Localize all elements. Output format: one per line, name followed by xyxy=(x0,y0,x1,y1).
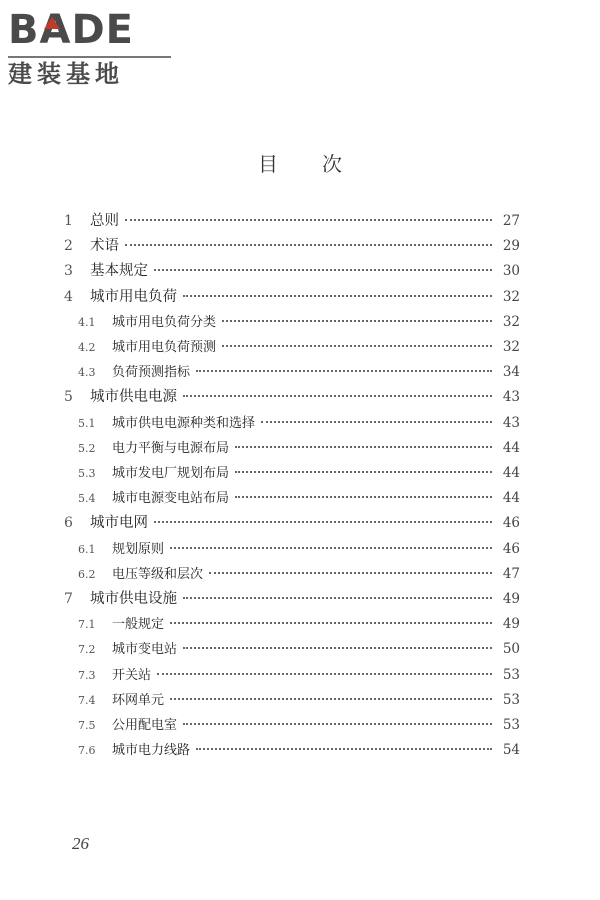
toc-entry-number: 7.2 xyxy=(78,643,96,657)
toc-entry-label: 城市用电负荷预测 xyxy=(112,340,217,355)
logo-chinese-text: 建装基地 xyxy=(8,60,124,88)
toc-entry-number: 4 xyxy=(64,288,73,305)
toc-entry[interactable] xyxy=(60,261,520,281)
toc-entry-number: 4.2 xyxy=(78,341,96,354)
toc-entry-label: 城市电力线路 xyxy=(112,743,191,759)
toc-entry-page: 44 xyxy=(502,439,520,456)
page-title: 目次 xyxy=(258,152,386,176)
toc-dot-leader xyxy=(222,345,492,347)
toc-entry-number: 4.3 xyxy=(78,366,96,380)
toc-entry-page: 54 xyxy=(502,742,520,759)
toc-entry-label: 城市供电电源种类和选择 xyxy=(112,415,256,431)
toc-entry-number: 7.5 xyxy=(78,719,96,732)
logo-divider xyxy=(8,56,171,58)
toc-entry-number: 5 xyxy=(64,389,73,406)
toc-dot-leader xyxy=(235,446,492,448)
toc-entry[interactable] xyxy=(60,362,520,382)
toc-dot-leader xyxy=(154,269,492,271)
logo-triangle-icon xyxy=(44,17,60,29)
toc-entry-label: 城市变电站 xyxy=(112,642,178,658)
toc-entry-number: 5.1 xyxy=(78,416,96,430)
toc-entry-number: 1 xyxy=(64,213,73,229)
toc-entry-number: 7.3 xyxy=(78,668,96,682)
toc-entry-page: 32 xyxy=(502,339,520,355)
toc-entry[interactable] xyxy=(60,589,520,609)
toc-entry-number: 3 xyxy=(64,263,73,280)
toc-entry[interactable] xyxy=(60,665,520,685)
toc-dot-leader xyxy=(235,471,492,473)
toc-entry-label: 开关站 xyxy=(112,667,152,683)
toc-entry-page: 32 xyxy=(502,288,520,305)
toc-dot-leader xyxy=(157,673,492,675)
toc-entry-label: 环网单元 xyxy=(112,692,165,708)
toc-entry-label: 城市用电负荷 xyxy=(90,288,177,305)
toc-entry[interactable] xyxy=(60,438,520,458)
toc-entry-page: 49 xyxy=(502,616,520,633)
toc-entry-page: 34 xyxy=(502,364,520,381)
toc-entry-number: 2 xyxy=(64,238,73,255)
toc-dot-leader xyxy=(183,597,492,599)
toc-entry-number: 6.2 xyxy=(78,567,96,581)
toc-entry-page: 47 xyxy=(502,565,520,582)
toc-entry[interactable] xyxy=(60,513,520,533)
toc-dot-leader xyxy=(235,496,492,498)
toc-entry-label: 规划原则 xyxy=(112,541,165,557)
toc-entry-number: 5.2 xyxy=(78,441,96,455)
toc-entry-label: 电压等级和层次 xyxy=(112,566,204,582)
toc-entry-page: 27 xyxy=(502,213,520,229)
toc-dot-leader xyxy=(196,370,492,372)
toc-entry-page: 50 xyxy=(502,641,520,658)
toc-entry-label: 城市发电厂规划布局 xyxy=(112,466,230,481)
toc-entry-page: 44 xyxy=(502,465,520,481)
toc-dot-leader xyxy=(170,698,492,700)
toc-dot-leader xyxy=(125,244,492,246)
page-number: 26 xyxy=(72,834,89,853)
bade-logo xyxy=(8,6,173,88)
toc-dot-leader xyxy=(170,547,492,549)
toc-entry-page: 53 xyxy=(502,691,520,708)
toc-entry-number: 6 xyxy=(64,515,73,532)
toc-entry-label: 城市电源变电站布局 xyxy=(112,491,230,507)
toc-entry[interactable] xyxy=(60,488,520,508)
toc-entry[interactable] xyxy=(60,287,520,307)
toc-dot-leader xyxy=(183,723,492,725)
toc-entry-label: 术语 xyxy=(90,238,119,255)
toc-entry[interactable] xyxy=(60,614,520,634)
toc-entry[interactable] xyxy=(60,387,520,407)
toc-entry-label: 基本规定 xyxy=(90,263,148,280)
toc-entry-label: 一般规定 xyxy=(112,617,165,633)
toc-entry-number: 7 xyxy=(64,591,73,607)
toc-dot-leader xyxy=(209,572,492,574)
toc-entry[interactable] xyxy=(60,690,520,710)
toc-entry[interactable] xyxy=(60,639,520,659)
toc-entry-label: 城市电网 xyxy=(90,515,148,532)
toc-entry-page: 30 xyxy=(502,263,520,280)
toc-dot-leader xyxy=(183,295,492,297)
toc-entry-page: 32 xyxy=(502,313,520,330)
toc-entry-label: 总则 xyxy=(90,213,119,229)
toc-entry-number: 7.1 xyxy=(78,618,96,632)
toc-entry-number: 5.3 xyxy=(78,467,96,480)
toc-entry[interactable] xyxy=(60,564,520,584)
toc-entry-label: 城市用电负荷分类 xyxy=(112,314,217,330)
toc-dot-leader xyxy=(154,521,492,523)
toc-entry-number: 4.1 xyxy=(78,315,96,329)
toc-entry-page: 53 xyxy=(502,666,520,683)
toc-entry-page: 49 xyxy=(502,591,520,607)
toc-entry-label: 负荷预测指标 xyxy=(112,365,191,381)
toc-dot-leader xyxy=(261,421,492,423)
toc-entry-page: 53 xyxy=(502,717,520,733)
toc-entry[interactable] xyxy=(60,211,520,231)
toc-entry[interactable] xyxy=(60,312,520,332)
toc-entry-page: 43 xyxy=(502,414,520,431)
toc-entry[interactable] xyxy=(60,539,520,559)
toc-entry[interactable] xyxy=(60,463,520,483)
toc-entry[interactable] xyxy=(60,740,520,760)
toc-dot-leader xyxy=(196,748,492,750)
toc-dot-leader xyxy=(170,622,492,624)
toc-entry[interactable] xyxy=(60,236,520,256)
toc-entry-page: 43 xyxy=(502,389,520,406)
toc-entry[interactable] xyxy=(60,337,520,357)
logo-wordmark: BADE xyxy=(8,7,134,53)
toc-dot-leader xyxy=(183,395,492,397)
toc-dot-leader xyxy=(183,647,492,649)
toc-entry-number: 6.1 xyxy=(78,542,96,556)
toc-dot-leader xyxy=(125,219,492,221)
toc-entry-number: 5.4 xyxy=(78,492,96,506)
toc-entry-label: 城市供电电源 xyxy=(90,389,177,406)
toc-entry-page: 46 xyxy=(502,540,520,557)
toc-entry-page: 44 xyxy=(502,490,520,507)
toc-entry-number: 7.6 xyxy=(78,744,96,758)
toc-entry-page: 46 xyxy=(502,515,520,532)
toc-entry-page: 29 xyxy=(502,238,520,255)
toc-entry-number: 7.4 xyxy=(78,693,96,707)
toc-entry[interactable] xyxy=(60,715,520,735)
toc-dot-leader xyxy=(222,320,492,322)
toc-entry-label: 城市供电设施 xyxy=(90,591,177,607)
toc-entry-label: 电力平衡与电源布局 xyxy=(112,440,230,456)
toc-entry[interactable] xyxy=(60,413,520,433)
toc-entry-label: 公用配电室 xyxy=(112,718,178,733)
